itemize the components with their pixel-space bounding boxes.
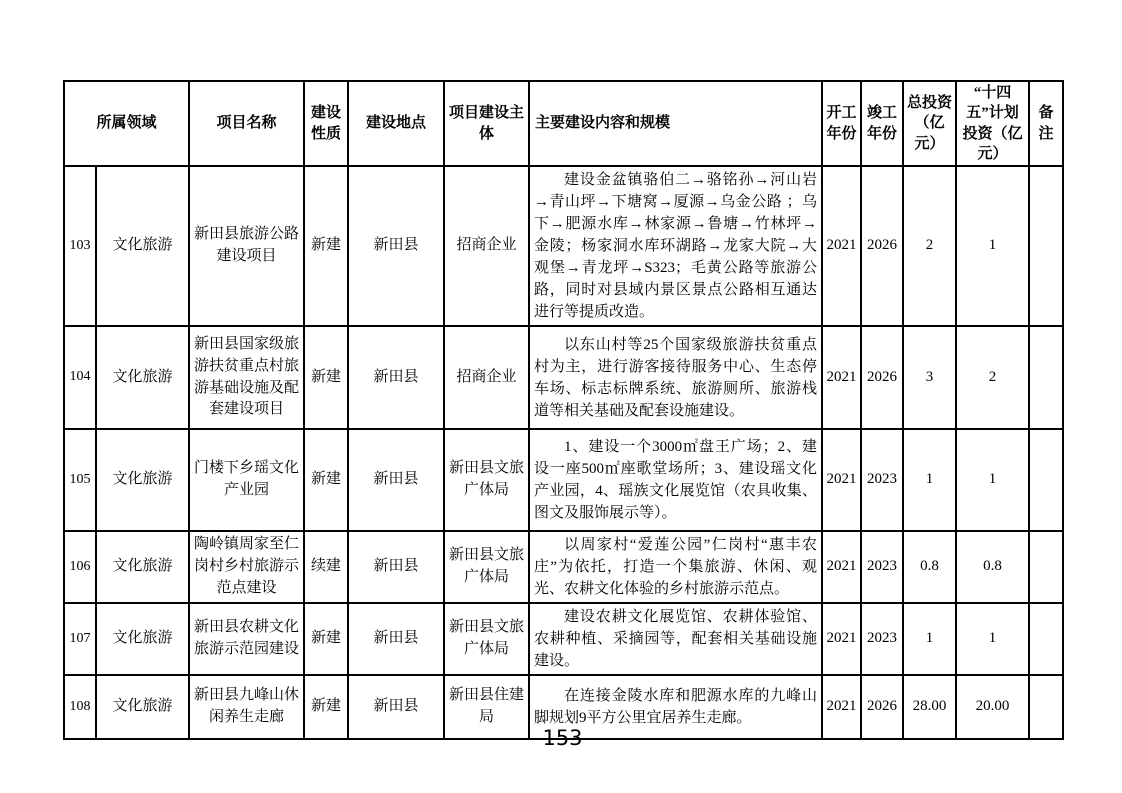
construction-entity: 新田县文旅广体局 (444, 531, 529, 603)
table-row (64, 531, 1063, 603)
construction-location: 新田县 (348, 429, 444, 531)
total-investment: 1 (903, 429, 956, 531)
start-year: 2021 (822, 429, 861, 531)
construction-location: 新田县 (348, 531, 444, 603)
project-field: 文化旅游 (96, 166, 189, 326)
row-number: 108 (64, 675, 96, 739)
total-investment: 2 (903, 166, 956, 326)
construction-content: 建设农耕文化展览馆、农耕体验馆、农耕种植、采摘园等，配套相关基础设施建设。 (529, 603, 822, 675)
col-header-field: 所属领域 (64, 81, 189, 166)
project-name: 陶岭镇周家至仁岗村乡村旅游示范点建设 (189, 531, 304, 603)
total-investment: 3 (903, 326, 956, 429)
project-table (63, 80, 1064, 740)
construction-nature: 新建 (304, 675, 348, 739)
project-name: 新田县九峰山休闲养生走廊 (189, 675, 304, 739)
start-year: 2021 (822, 603, 861, 675)
col-header-end-year: 竣工年份 (861, 81, 903, 166)
total-investment: 1 (903, 603, 956, 675)
table-row (64, 429, 1063, 531)
construction-location: 新田县 (348, 675, 444, 739)
table-header-row (64, 81, 1063, 166)
construction-location: 新田县 (348, 326, 444, 429)
construction-nature: 新建 (304, 166, 348, 326)
col-header-content: 主要建设内容和规模 (529, 81, 822, 166)
plan-investment: 1 (956, 166, 1029, 326)
total-investment: 0.8 (903, 531, 956, 603)
col-header-total-investment: 总投资（亿元） (903, 81, 956, 166)
remark (1029, 429, 1063, 531)
construction-nature: 新建 (304, 429, 348, 531)
project-field: 文化旅游 (96, 429, 189, 531)
construction-entity: 新田县文旅广体局 (444, 603, 529, 675)
plan-investment: 2 (956, 326, 1029, 429)
row-number: 104 (64, 326, 96, 429)
start-year: 2021 (822, 326, 861, 429)
remark (1029, 166, 1063, 326)
remark (1029, 603, 1063, 675)
project-field: 文化旅游 (96, 675, 189, 739)
col-header-location: 建设地点 (348, 81, 444, 166)
end-year: 2023 (861, 603, 903, 675)
project-field: 文化旅游 (96, 326, 189, 429)
plan-investment: 0.8 (956, 531, 1029, 603)
table-row (64, 326, 1063, 429)
end-year: 2023 (861, 429, 903, 531)
project-field: 文化旅游 (96, 603, 189, 675)
construction-entity: 新田县文旅广体局 (444, 429, 529, 531)
row-number: 106 (64, 531, 96, 603)
remark (1029, 531, 1063, 603)
end-year: 2026 (861, 675, 903, 739)
construction-nature: 新建 (304, 603, 348, 675)
table-row (64, 166, 1063, 326)
construction-nature: 续建 (304, 531, 348, 603)
col-header-nature: 建设性质 (304, 81, 348, 166)
construction-location: 新田县 (348, 603, 444, 675)
start-year: 2021 (822, 531, 861, 603)
construction-nature: 新建 (304, 326, 348, 429)
col-header-remark: 备注 (1029, 81, 1063, 166)
row-number: 105 (64, 429, 96, 531)
project-name: 门楼下乡瑶文化产业园 (189, 429, 304, 531)
construction-content: 以周家村“爱莲公园”仁岗村“惠丰农庄”为依托，打造一个集旅游、休闲、观光、农耕文化体验的乡村旅游示范点。 (529, 531, 822, 603)
col-header-entity: 项目建设主体 (444, 81, 529, 166)
row-number: 107 (64, 603, 96, 675)
end-year: 2023 (861, 531, 903, 603)
remark (1029, 326, 1063, 429)
construction-entity: 招商企业 (444, 326, 529, 429)
plan-investment: 20.00 (956, 675, 1029, 739)
construction-content: 以东山村等25个国家级旅游扶贫重点村为主，进行游客接待服务中心、生态停车场、标志标牌系统、旅游厕所、旅游栈道等相关基础及配套设施建设。 (529, 326, 822, 429)
construction-content: 1、建设一个3000㎡盘王广场；2、建设一座500㎡座歌堂场所；3、建设瑶文化产业园，4、瑶族文化展览馆（农具收集、图文及服饰展示等）。 (529, 429, 822, 531)
start-year: 2021 (822, 675, 861, 739)
project-name: 新田县国家级旅游扶贫重点村旅游基础设施及配套建设项目 (189, 326, 304, 429)
start-year: 2021 (822, 166, 861, 326)
construction-entity: 新田县住建局 (444, 675, 529, 739)
col-header-project-name: 项目名称 (189, 81, 304, 166)
table-row (64, 603, 1063, 675)
end-year: 2026 (861, 326, 903, 429)
construction-entity: 招商企业 (444, 166, 529, 326)
page-number: 153 (542, 726, 583, 750)
project-field: 文化旅游 (96, 531, 189, 603)
project-name: 新田县旅游公路建设项目 (189, 166, 304, 326)
construction-content: 在连接金陵水库和肥源水库的九峰山脚规划9平方公里宜居养生走廊。 (529, 675, 822, 739)
total-investment: 28.00 (903, 675, 956, 739)
project-name: 新田县农耕文化旅游示范园建设 (189, 603, 304, 675)
row-number: 103 (64, 166, 96, 326)
construction-content: 建设金盆镇骆伯二→骆铭孙→河山岩→青山坪→下塘窝→厦源→乌金公路 ；乌下→肥源水库→林家源→鲁塘→竹林坪→金陵；杨家洞水库环湖路→龙家大院→大观堡→青龙坪→S323；毛黄公路等旅游公路，同时对县域内景区景点公路相互通达进行等提质改造。 (529, 166, 822, 326)
col-header-plan-investment: “十四五”计划投资（亿元） (956, 81, 1029, 166)
construction-location: 新田县 (348, 166, 444, 326)
plan-investment: 1 (956, 603, 1029, 675)
end-year: 2026 (861, 166, 903, 326)
plan-investment: 1 (956, 429, 1029, 531)
col-header-start-year: 开工年份 (822, 81, 861, 166)
